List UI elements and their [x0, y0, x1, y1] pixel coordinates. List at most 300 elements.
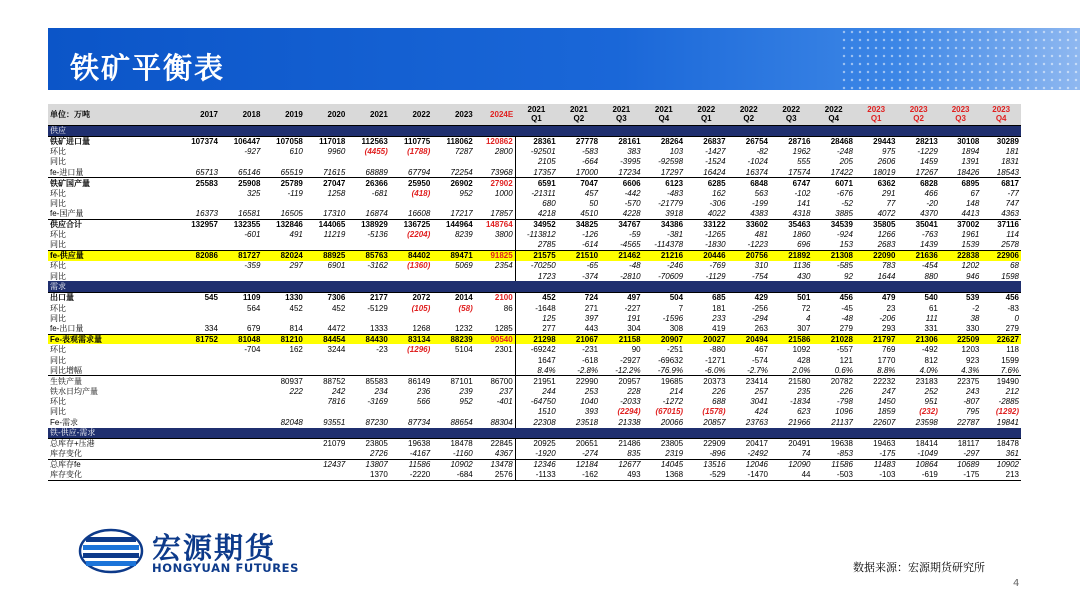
table-cell: 1539 [961, 240, 980, 250]
table-cell: -1830 [705, 240, 726, 250]
quarter-year: 2021 [612, 105, 631, 115]
table-cell: 25583 [177, 178, 219, 188]
table-cell: 1370 [370, 470, 388, 480]
quarter-label: Q4 [828, 114, 840, 124]
table-cell: 237 [499, 386, 513, 396]
table-cell: 22990 [558, 376, 600, 386]
table-cell: 86149 [390, 376, 432, 386]
table-cell: 452 [289, 303, 303, 313]
table-cell: -483 [667, 188, 684, 198]
table-cell [305, 470, 347, 480]
table-cell: 3041 [750, 397, 768, 407]
table-cell [390, 355, 432, 365]
table-cell: 1333 [370, 324, 388, 334]
table-cell: 21306 [897, 334, 939, 344]
row-label: 环比 [50, 188, 66, 198]
quarter-label: Q2 [743, 114, 755, 124]
table-cell: 6901 [327, 261, 346, 271]
table-row [48, 303, 1021, 313]
table-cell: 85763 [347, 250, 389, 260]
table-cell [177, 439, 219, 449]
table-cell: -4565 [620, 240, 641, 250]
table-cell: -82 [756, 147, 768, 157]
table-cell: -2033 [620, 397, 641, 407]
table-cell: -5136 [367, 230, 388, 240]
table-cell: 330 [965, 324, 980, 334]
row-label: 环比 [50, 345, 66, 355]
quarter-header [981, 104, 1021, 125]
table-cell [177, 157, 219, 167]
table-cell: 1450 [877, 397, 896, 407]
table-cell: 20027 [685, 334, 727, 344]
table-cell: 71615 [323, 167, 346, 177]
table-cell: -619 [921, 470, 938, 480]
table-row [48, 470, 1021, 480]
table-cell: 467 [754, 345, 768, 355]
table-cell: 4510 [580, 209, 599, 219]
table-cell: 65713 [195, 167, 218, 177]
table-cell: -927 [244, 147, 261, 157]
table-cell [262, 407, 304, 417]
table-header-row [48, 104, 1021, 125]
table-cell: 545 [177, 292, 219, 302]
table-cell: -2.7% [747, 365, 768, 375]
table-cell: -618 [582, 355, 599, 365]
table-cell [475, 198, 515, 208]
table-cell: 22232 [855, 376, 897, 386]
row-label: 库存变化 [50, 449, 82, 459]
table-cell: 1000 [494, 188, 513, 198]
table-cell: 213 [1005, 470, 1019, 480]
table-cell [220, 271, 262, 281]
table-cell: 3885 [835, 209, 853, 219]
table-cell: 769 [882, 345, 896, 355]
table-cell: 118 [1006, 345, 1019, 355]
table-cell [475, 355, 515, 365]
table-cell: 263 [754, 324, 768, 334]
table-cell: 679 [247, 324, 261, 334]
table-cell: 23414 [728, 376, 770, 386]
table-cell: 107374 [177, 136, 219, 146]
table-cell: 12437 [305, 459, 347, 469]
table-cell: -557 [836, 345, 853, 355]
table-cell: 975 [882, 147, 896, 157]
year-header: 2023 [432, 104, 474, 125]
table-cell: -4167 [409, 449, 431, 459]
table-cell: -1524 [705, 157, 726, 167]
table-cell: 304 [627, 324, 641, 334]
row-label: 环比 [50, 397, 66, 407]
table-cell [305, 313, 347, 323]
table-cell: -126 [582, 230, 599, 240]
table-cell: 1859 [877, 407, 896, 417]
table-cell: 21586 [770, 334, 812, 344]
table-cell [390, 198, 432, 208]
table-cell: 21137 [831, 417, 853, 427]
table-row [48, 449, 1021, 459]
table-cell: 2785 [515, 240, 557, 250]
table-cell: 22308 [515, 417, 557, 427]
data-source-note: 数据来源：宏源期货研究所 [853, 561, 985, 574]
table-cell: 14045 [643, 459, 685, 469]
table-cell: 297 [289, 261, 303, 271]
table-cell: 783 [882, 261, 896, 271]
table-cell: -492 [921, 345, 938, 355]
table-cell: -92501 [515, 146, 557, 156]
table-cell: 443 [584, 324, 599, 334]
table-row [48, 459, 1021, 469]
quarter-label: Q1 [531, 114, 542, 124]
table-cell: 74 [801, 449, 811, 459]
table-cell [305, 198, 347, 208]
table-cell: 132355 [220, 219, 262, 229]
table-cell: 13807 [347, 459, 389, 469]
quarter-header [855, 104, 897, 125]
table-row [48, 167, 1021, 177]
table-cell: 35041 [897, 219, 939, 229]
table-cell: 37116 [981, 219, 1021, 229]
table-cell: (4455) [364, 147, 388, 157]
table-cell: 77 [886, 199, 896, 209]
table-cell: -5129 [367, 303, 388, 313]
table-cell [432, 355, 474, 365]
table-cell: 291 [882, 188, 896, 198]
quarter-label: Q4 [995, 114, 1007, 124]
table-cell [220, 365, 262, 375]
table-cell: 428 [797, 355, 811, 365]
table-cell: 2177 [347, 292, 389, 302]
table-cell: 22906 [981, 250, 1021, 260]
table-cell [177, 459, 219, 469]
table-cell: 233 [712, 313, 726, 323]
table-cell: 3244 [327, 345, 346, 355]
table-cell: -45 [841, 303, 853, 313]
table-cell: 18543 [996, 167, 1019, 177]
table-cell: 17310 [323, 209, 346, 219]
table-cell: 17422 [830, 167, 853, 177]
table-cell: 22845 [475, 439, 515, 449]
table-cell: -704 [244, 345, 261, 355]
table-row [48, 407, 1021, 417]
row-label: 同比 [50, 157, 66, 167]
table-cell: 539 [940, 292, 981, 302]
table-cell [347, 157, 389, 167]
table-cell: 19638 [390, 439, 432, 449]
table-cell: 34386 [643, 219, 685, 229]
table-cell: -114378 [654, 240, 684, 250]
table-cell: 17857 [490, 209, 513, 219]
quarter-header [600, 104, 642, 125]
table-cell: 4218 [515, 209, 557, 219]
table-cell: 92 [844, 271, 853, 281]
table-cell: 1285 [494, 324, 513, 334]
table-row [48, 188, 1021, 198]
table-cell: -175 [963, 470, 980, 480]
table-cell: 120862 [475, 136, 515, 146]
table-cell: 22787 [957, 417, 980, 427]
table-cell: 456 [981, 292, 1021, 302]
table-row [48, 219, 1021, 229]
table-cell: 724 [558, 292, 600, 302]
table-cell: 2683 [877, 240, 896, 250]
row-label: 总库存fe [48, 459, 177, 469]
row-label: 库存变化 [50, 470, 82, 480]
row-label: 同比 [50, 407, 66, 417]
table-cell: 2578 [1001, 240, 1019, 250]
table-cell: 191 [627, 313, 641, 323]
table-cell: 121 [839, 355, 853, 365]
table-cell [177, 386, 219, 396]
table-cell: 795 [965, 407, 980, 417]
table-cell: 235 [797, 386, 811, 396]
quarter-year: 2022 [782, 105, 801, 115]
table-row [48, 344, 1021, 354]
table-row [48, 386, 1021, 396]
year-header: 2024E [475, 104, 515, 125]
quarter-label: Q2 [913, 114, 924, 124]
table-cell: 923 [965, 355, 980, 365]
table-row [48, 178, 1021, 188]
row-label: 生铁产量 [48, 376, 177, 386]
table-cell: 481 [754, 230, 768, 240]
table-cell [177, 303, 219, 313]
table-cell: 34539 [812, 219, 854, 229]
table-cell: 2100 [475, 292, 515, 302]
table-cell: -503 [836, 470, 853, 480]
table-cell: -274 [582, 449, 599, 459]
table-cell: 21636 [897, 250, 939, 260]
table-cell: 7287 [454, 147, 473, 157]
table-cell: (2204) [407, 230, 431, 240]
table-cell: 27902 [475, 178, 515, 188]
table-cell: 226 [839, 386, 853, 396]
table-cell [432, 365, 474, 375]
table-cell: -853 [836, 449, 853, 459]
table-row [48, 240, 1021, 250]
table-cell [390, 313, 432, 323]
table-cell: -1223 [747, 240, 768, 250]
table-cell: 253 [584, 386, 599, 396]
table-cell: 1268 [412, 324, 431, 334]
table-row [48, 157, 1021, 167]
table-cell: -676 [836, 188, 853, 198]
year-header: 2021 [347, 104, 389, 125]
table-cell: 952 [459, 397, 473, 407]
row-label: 同比增幅 [50, 365, 82, 375]
table-cell [390, 271, 432, 281]
table-cell: 28716 [770, 136, 812, 146]
table-cell: 1266 [877, 230, 896, 240]
table-cell: 334 [204, 324, 218, 334]
quarter-header [685, 104, 727, 125]
table-cell: 1232 [454, 324, 473, 334]
table-cell: -162 [582, 470, 599, 480]
table-cell: 1040 [580, 397, 599, 407]
table-cell: 20907 [643, 334, 685, 344]
table-cell: 21067 [558, 334, 600, 344]
table-cell: 10864 [897, 459, 939, 469]
table-cell: 540 [897, 292, 939, 302]
table-cell: 1723 [515, 271, 557, 281]
table-cell: 1202 [961, 261, 980, 271]
table-cell [262, 157, 304, 167]
table-cell [220, 386, 262, 396]
table-cell [305, 355, 347, 365]
table-cell: -1133 [515, 470, 557, 480]
table-cell: 4.3% [961, 365, 980, 375]
table-cell: 82024 [262, 250, 304, 260]
table-cell [305, 271, 347, 281]
quarter-label: Q3 [955, 114, 966, 124]
table-row [48, 230, 1021, 240]
table-cell: 491 [289, 230, 303, 240]
table-cell: 1459 [920, 157, 938, 167]
table-cell: 88925 [305, 250, 347, 260]
table-cell: (232) [919, 407, 938, 417]
table-cell: -248 [836, 147, 853, 157]
table-cell: 205 [839, 157, 853, 167]
hongyuan-logo-icon [78, 528, 144, 574]
quarter-header [940, 104, 981, 125]
year-header: 2019 [262, 104, 304, 125]
quarter-header [643, 104, 685, 125]
table-cell: 4363 [1001, 209, 1019, 219]
table-cell [262, 240, 304, 250]
quarter-header [515, 104, 557, 125]
table-cell [220, 439, 262, 449]
table-cell: 747 [1005, 199, 1019, 209]
table-cell: -65 [586, 261, 599, 271]
table-cell: 136725 [390, 219, 432, 229]
table-cell: 497 [600, 292, 642, 302]
table-cell: 226 [712, 386, 726, 396]
table-cell: 19685 [643, 376, 685, 386]
table-cell: -92598 [658, 157, 684, 167]
year-header: 2022 [390, 104, 432, 125]
table-cell: 16505 [280, 209, 303, 219]
table-cell: 6362 [855, 178, 897, 188]
table-cell: -175 [879, 449, 896, 459]
table-cell: 23183 [897, 376, 939, 386]
table-cell: 18117 [940, 439, 981, 449]
table-cell: 90540 [475, 334, 515, 344]
quarter-year: 2022 [697, 105, 716, 115]
table-row [48, 334, 1021, 344]
table-cell [347, 407, 389, 417]
table-cell: 25950 [390, 178, 432, 188]
table-cell: 26754 [728, 136, 770, 146]
table-cell: 21462 [600, 250, 642, 260]
table-cell: (418) [411, 188, 431, 198]
table-cell: 456 [812, 292, 854, 302]
table-cell: 257 [754, 386, 768, 396]
table-cell [305, 240, 347, 250]
table-cell: 835 [627, 449, 641, 459]
table-cell: 4 [806, 313, 811, 323]
table-cell: 279 [839, 324, 853, 334]
table-cell: 10902 [432, 459, 474, 469]
table-cell: 457 [584, 188, 599, 198]
table-cell: -681 [371, 188, 388, 198]
table-cell: 21298 [515, 334, 557, 344]
table-cell [475, 313, 515, 323]
table-cell: -601 [244, 230, 261, 240]
table-cell [475, 407, 515, 417]
table-cell: 20925 [515, 439, 557, 449]
table-cell [177, 230, 219, 240]
table-cell: 19638 [812, 439, 854, 449]
table-cell: 8.4% [515, 365, 557, 375]
table-cell: 685 [685, 292, 727, 302]
table-cell: 16373 [195, 209, 218, 219]
table-cell: -256 [751, 303, 768, 313]
table-cell: -1049 [917, 449, 938, 459]
row-label: 环比 [50, 147, 66, 157]
table-cell: 17000 [575, 167, 599, 177]
table-cell [475, 240, 515, 250]
table-cell: 88239 [432, 334, 474, 344]
table-cell: 12046 [728, 459, 770, 469]
row-label: 环比 [50, 261, 66, 271]
table-cell: -1265 [705, 230, 726, 240]
quarter-year: 2023 [951, 105, 970, 115]
table-cell: 1510 [515, 407, 557, 417]
table-cell: 6123 [643, 178, 685, 188]
table-cell: -70609 [658, 271, 684, 281]
table-cell: 23518 [575, 417, 599, 427]
table-cell: 20373 [685, 376, 727, 386]
table-cell: 13516 [685, 459, 727, 469]
section-header-row [48, 125, 1021, 136]
table-row [48, 271, 1021, 281]
table-cell: 12184 [558, 459, 600, 469]
table-cell: 430 [797, 271, 811, 281]
table-cell: -2927 [620, 355, 641, 365]
table-cell: 117018 [305, 136, 347, 146]
table-cell: 18019 [873, 167, 896, 177]
table-cell: -763 [921, 230, 938, 240]
unit-label: 单位：万吨 [48, 104, 177, 125]
table-cell: (1578) [702, 407, 726, 417]
table-cell: 239 [459, 386, 473, 396]
table-cell: -1596 [662, 313, 684, 323]
table-cell: 564 [247, 303, 261, 313]
table-cell: -583 [582, 147, 599, 157]
table-cell: -454 [921, 261, 938, 271]
table-cell: 153 [839, 240, 853, 250]
table-cell: 91825 [475, 250, 515, 260]
table-cell [177, 355, 219, 365]
table-cell: 110775 [390, 136, 432, 146]
table-cell: -3169 [367, 397, 388, 407]
table-cell: 680 [515, 198, 557, 208]
table-cell: -3162 [367, 261, 388, 271]
table-cell: 8239 [454, 230, 473, 240]
table-cell: 6895 [940, 178, 981, 188]
table-cell [262, 271, 304, 281]
table-cell: -1229 [917, 147, 938, 157]
table-cell: 331 [924, 324, 938, 334]
table-cell: -59 [629, 230, 641, 240]
table-cell: 181 [712, 303, 726, 313]
table-cell: 148 [965, 199, 980, 209]
table-cell [220, 157, 262, 167]
table-cell: -64750 [515, 396, 557, 406]
table-row [48, 209, 1021, 219]
table-cell [432, 271, 474, 281]
quarter-header [558, 104, 600, 125]
table-cell: 22375 [940, 376, 981, 386]
